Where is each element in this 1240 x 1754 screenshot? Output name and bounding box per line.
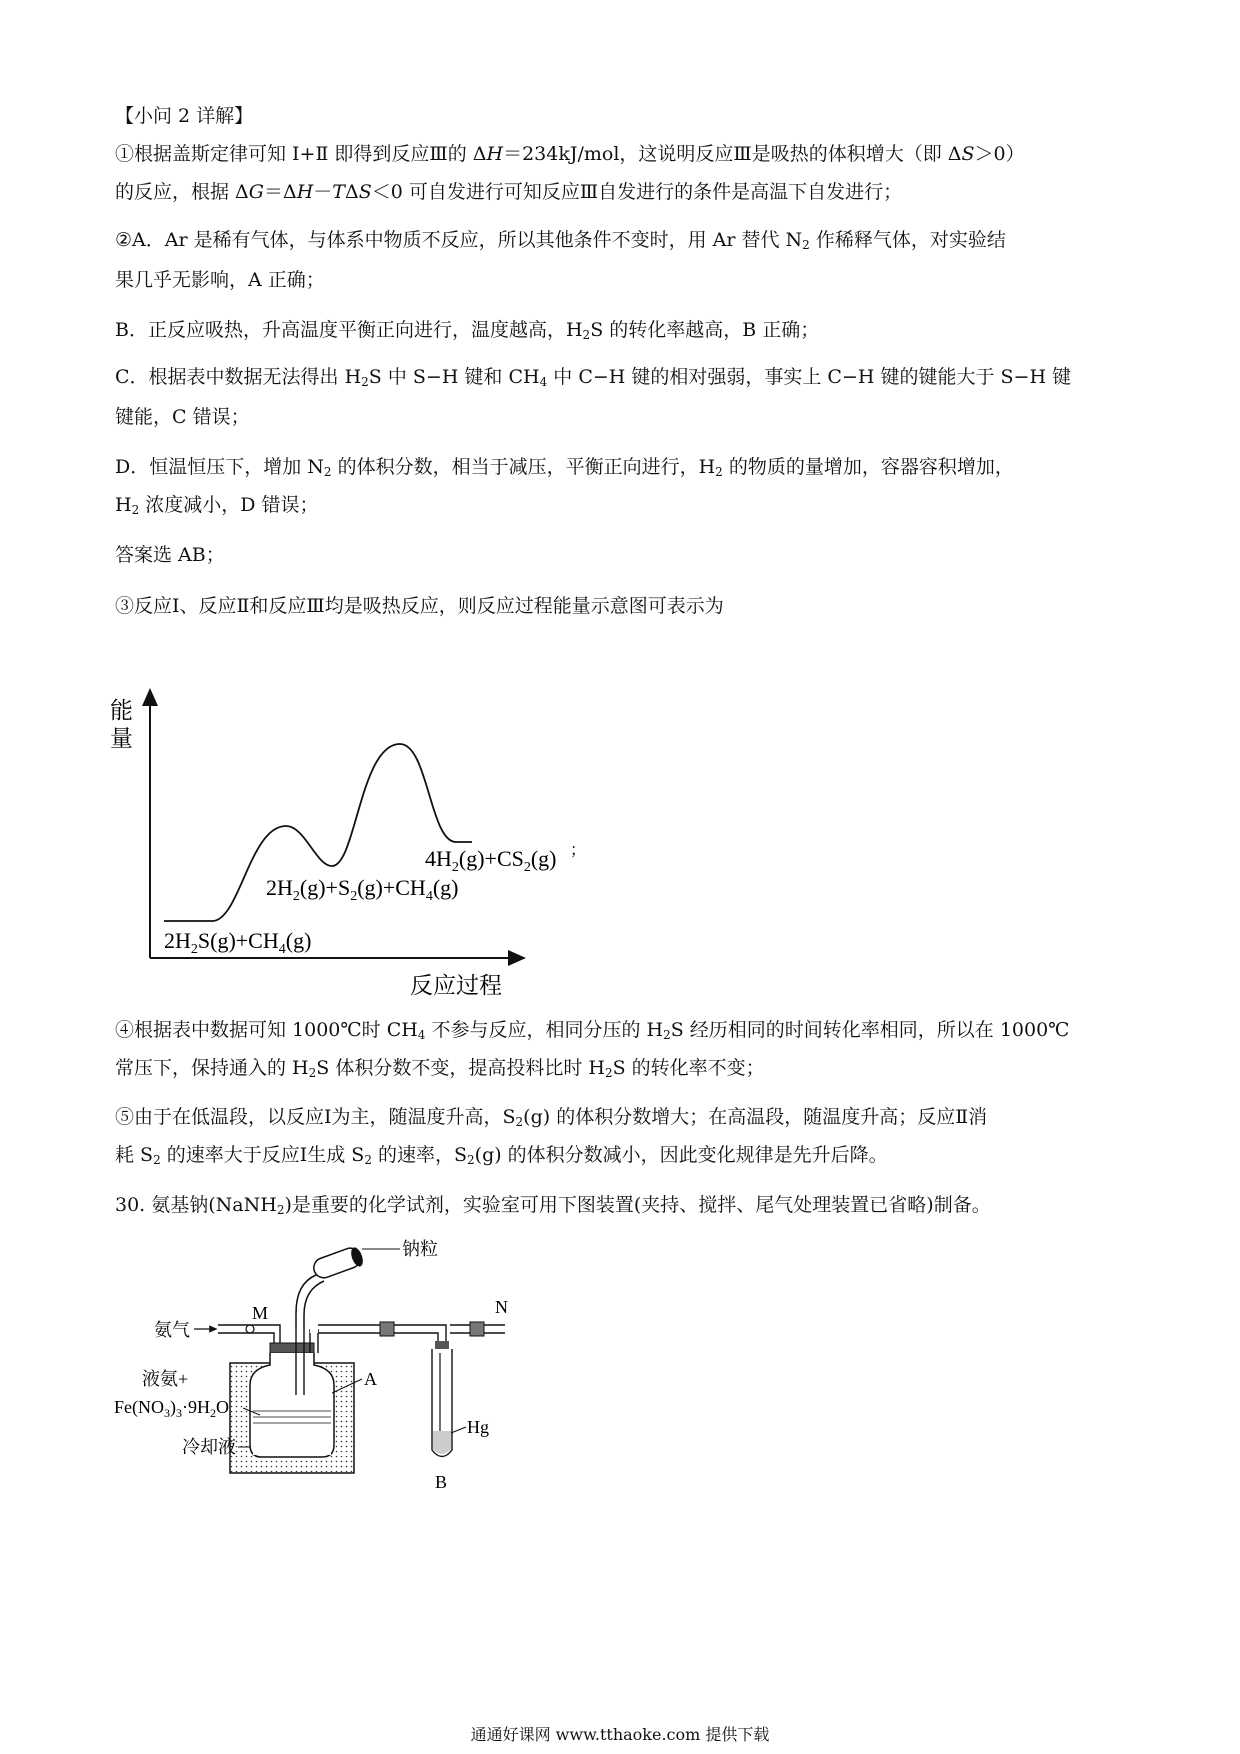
stopcock-M bbox=[246, 1325, 254, 1333]
section-heading: 【小问 2 详解】 bbox=[115, 105, 254, 127]
paragraph-5-line-2: $H_2$ 浓度减小，D 错误； bbox=[115, 494, 319, 517]
state-punctuation: ； bbox=[570, 842, 587, 859]
paragraph-1: ①根据盖斯定律可知 Ⅰ+Ⅱ 即得到反应Ⅲ的 ΔH＝234kJ/mol，这说明反应Ⅲ是吸热的体积增大（即 ΔS＞0） bbox=[115, 143, 1025, 165]
label-M: M bbox=[252, 1303, 269, 1323]
label-sodium: 钠粒 bbox=[402, 1239, 438, 1259]
question-30: 30. 氨基钠(NaNH$_2$)是重要的化学试剂，实验室可用下图装置(夹持、搅拌、尾气处理装置已省略)制备。 bbox=[115, 1194, 991, 1217]
label-A: A bbox=[364, 1369, 377, 1389]
paragraph-9: ⑤由于在低温段，以反应Ⅰ为主，随温度升高，$S_2(g)$ 的体积分数增大；在高温段，随温度升高；反应Ⅱ消 bbox=[115, 1106, 988, 1129]
label-coolant: 冷却液 bbox=[182, 1437, 236, 1457]
paragraph-3: B．正反应吸热，升高温度平衡正向进行，温度越高，$H_2S$ 的转化率越高，B 正确； bbox=[115, 319, 820, 342]
paragraph-9-line-2: 耗 $S_2$ 的速率大于反应Ⅰ生成 $S_2$ 的速率，$S_2(g)$ 的体积分数减小，因此变化规律是先升后降。 bbox=[115, 1144, 888, 1167]
label-ammonia: 氨气 bbox=[154, 1320, 190, 1340]
y-axis-label-bottom: 量 bbox=[110, 726, 133, 751]
footer-source: 通通好课网 www.tthaoke.com 提供下载 bbox=[470, 1725, 770, 1744]
paragraph-7: ③反应Ⅰ、反应Ⅱ和反应Ⅲ均是吸热反应，则反应过程能量示意图可表示为 bbox=[115, 595, 724, 617]
label-liquid-ammonia: 液氨+ bbox=[142, 1369, 189, 1389]
paragraph-8: ④根据表中数据可知 1000℃时 $CH_4$ 不参与反应，相同分压的 $H_2S$ 经历相同的时间转化率相同，所以在 1000℃ bbox=[115, 1019, 1070, 1042]
paragraph-1-line-2: 的反应，根据 ΔG＝ΔH－TΔS＜0 可自发进行可知反应Ⅲ自发进行的条件是高温下自发进行； bbox=[115, 181, 903, 203]
label-B: B bbox=[435, 1472, 448, 1492]
paragraph-4-line-2: 键能，C 错误； bbox=[115, 406, 250, 428]
paragraph-4: C．根据表中数据无法得出 $H_2S$ 中 S−H 键和 $CH_4$ 中 C−H 键的相对强弱，事实上 C−H 键的键能大于 S−H 键 bbox=[115, 366, 1072, 389]
label-N: N bbox=[495, 1297, 508, 1317]
paragraph-2-line-2: 果几乎无影响，A 正确； bbox=[115, 269, 325, 291]
paragraph-2: ②A．Ar 是稀有气体，与体系中物质不反应，所以其他条件不变时，用 Ar 替代 $N_2$ 作稀释气体，对实验结 bbox=[115, 229, 1006, 252]
label-iron-nitrate: $Fe(NO_3)_3\cdot 9H_2O$ bbox=[114, 1397, 229, 1420]
sodium-feeder bbox=[296, 1245, 365, 1329]
paragraph-5: D．恒温恒压下，增加 $N_2$ 的体积分数，相当于减压，平衡正向进行，$H_2$ 的物质的量增加，容器容积增加， bbox=[115, 456, 1014, 479]
answer-line: 答案选 AB； bbox=[115, 544, 225, 566]
state-reactants: $2H_2S(g)+CH_4(g)$ bbox=[164, 928, 312, 957]
y-axis-label-top: 能 bbox=[110, 698, 133, 723]
apparatus-diagram bbox=[110, 1235, 510, 1525]
label-Hg: Hg bbox=[467, 1417, 489, 1437]
stopper bbox=[270, 1343, 314, 1353]
state-intermediate: $2H_2(g)+S_2(g)+CH_4(g)$ bbox=[266, 875, 459, 904]
energy-diagram bbox=[100, 690, 587, 1000]
state-products: $4H_2(g)+CS_2(g)$ bbox=[425, 846, 557, 875]
x-axis-label: 反应过程 bbox=[410, 973, 502, 998]
paragraph-8-line-2: 常压下，保持通入的 $H_2S$ 体积分数不变，提高投料比时 $H_2S$ 的转化率不变； bbox=[115, 1057, 765, 1080]
